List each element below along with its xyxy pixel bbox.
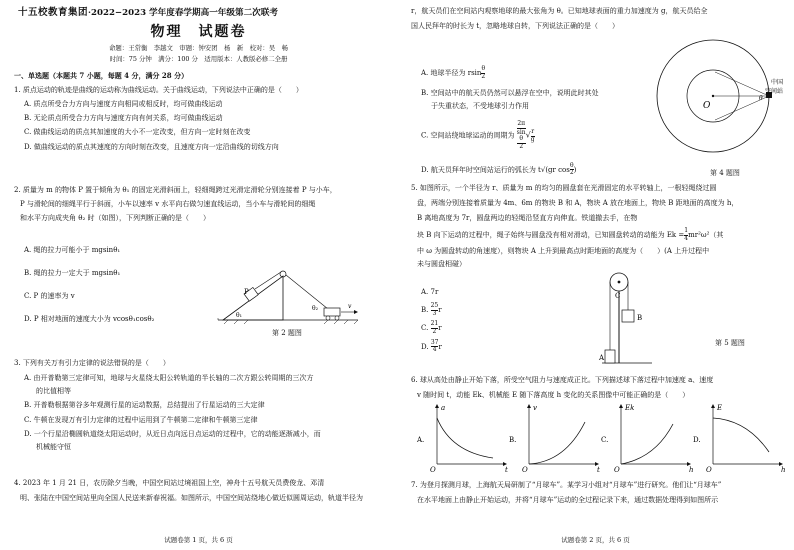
- q6-curve-a: [437, 418, 493, 458]
- q4-continued: [411, 6, 708, 31]
- q5-figure-caption: 第 5 题图: [715, 339, 745, 347]
- q4-fig-label-station: 空间站: [765, 88, 784, 95]
- q5-fig-label-b: B: [637, 314, 643, 322]
- section-1: [14, 71, 386, 81]
- q5-options: [421, 287, 521, 354]
- q4-option-d: D. 航天员拜年时空间站运行的弧长为 t√(gr cos $\frac{\theta}{2}$ ): [421, 161, 577, 177]
- q2-option-a: A. 绳的拉力可能小于 mgsinθ₁: [24, 246, 121, 254]
- q2-fig-label-theta2: θ₂: [312, 305, 319, 312]
- q7-stem-1: 7. 为登月探测月球，上海航天局研制了“月球车”。某学习小组对“月球车”进行研究。他们让“月球车”: [411, 481, 722, 489]
- q6-graph-c: [601, 404, 694, 474]
- page-2: [397, 0, 794, 550]
- question-1: [14, 85, 386, 152]
- q2-stem-3: 和水平方向成夹角 θ₂ 时（如图），下列判断正确的是（ ）: [20, 214, 210, 223]
- exam-title: 十五校教育集团·2022−2023 学年度春学期高一年级第二次联考: [18, 7, 278, 18]
- q6-origin-label: O: [706, 466, 712, 474]
- q4-stem-2: 明、张陆在中国空间站里向全国人民送来新春祝福。如图所示，中国空间站绕地心做近似圆周运动，轨道半径为: [20, 494, 363, 503]
- q6-y-axis-label: v: [533, 404, 537, 412]
- q4-figure: [647, 36, 787, 161]
- q5-option-c: C. $\frac{21}{2}$ r: [421, 320, 442, 335]
- q4-option-b: B. 空间站中的航天员仍然可以悬浮在空中，说明此时其处: [421, 89, 599, 98]
- q4-fig-label-cn: 中国: [771, 79, 784, 86]
- q1-option-a: A. 质点所受合力方向与速度方向相同或相反时，均可做曲线运动: [24, 100, 223, 109]
- q6-x-axis-label: h: [781, 466, 786, 474]
- q6-option-label: D.: [693, 436, 701, 444]
- question-6: [411, 375, 783, 400]
- q5-fig-label-c: C: [615, 292, 621, 300]
- q4-option-c: C. 空间站绕地球运动的周期为 2π sin θ 2 √ $\frac{r}{g}$: [421, 120, 535, 151]
- q5-stem-1: 5. 如图所示，一个半径为 r、质量为 m 的均匀的圆盘套在光滑固定的水平转轴上，一根轻绳绕过圆: [411, 184, 717, 192]
- q5-stem-4: 块 B 向下运动的过程中，绳子始终与圆盘没有相对滑动，已知圆盘转动的动能为 Ek = $\frac{1}{4}$ mr²ω²（其: [417, 227, 724, 243]
- q6-curve-c: [621, 424, 673, 464]
- q3-stem: 3. 下列有关万有引力定律的说法错误的是（ ）: [14, 359, 170, 367]
- q5-stem-2: 盘，两端分别连接着质量为 4m、6m 的物块 B 和 A，物块 A 放在地面上，物块 B 距地面的高度为 h，: [417, 199, 739, 208]
- q5-option-b: B. $\frac{25}{3}$ r: [421, 302, 442, 317]
- q3-option-d-cont: 机械能守恒: [36, 442, 71, 451]
- q5-option-d: D. $\frac{37}{4}$ r: [421, 338, 442, 354]
- q3-option-a-cont: 的比值相等: [36, 387, 71, 396]
- q4-fig-label-theta: θ: [759, 95, 763, 102]
- q2-stem-2: P 与滑轮间的细绳平行于斜面，小车以速率 v 水平向右做匀速直线运动，当小车与滑轮间的细绳: [20, 200, 316, 209]
- q5-stem-3: B 离地高度为 7r，圆盘两边的轻绳沿竖直方向伸直。铁道撤去手，在物: [417, 214, 638, 223]
- q2-options: [24, 245, 204, 325]
- q4-figure-caption: 第 4 题图: [710, 169, 740, 177]
- footer-page-1: 试题卷第 1 页，共 6 页: [164, 536, 233, 544]
- q2-stem-1: 2. 质量为 m 的物体 P 置于倾角为 θ₁ 的固定光滑斜面上，轻细绳跨过光滑定滑轮分别连接着 P 与小车，: [14, 186, 337, 194]
- q6-graph-d: [693, 404, 786, 474]
- q4-option-a: A. 地球半径为 rsin $\frac{\theta}{2}$: [421, 65, 486, 80]
- q4-options: [421, 66, 641, 177]
- q2-option-b: B. 绳的拉力一定大于 mgsinθ₁: [24, 269, 121, 278]
- q1-option-d: D. 做曲线运动的质点其速度的方向时刻在改变，且速度方向一定沿曲线的切线方向: [24, 142, 279, 151]
- q4-stem-4: 国人民拜年的时长为 t，忽略地球自转，下列说法正确的是（ ）: [411, 22, 620, 31]
- q6-x-axis-label: t: [597, 466, 600, 474]
- q3-option-a: A. 由开普勒第三定律可知，地球与火星绕太阳公转轨道的半长轴的二次方跟公转周期的三次方: [24, 374, 314, 383]
- section-heading: 一、单选题（本题共 7 小题，每题 4 分，满分 28 分）: [14, 71, 189, 80]
- question-2: [14, 185, 386, 223]
- q6-stem-2: v 随时间 t，动能 Ek、机械能 E 随下落高度 h 变化的关系图像中可能正确的是（ ）: [417, 391, 690, 400]
- q3-option-c: C. 牛顿在发现万有引力定律的过程中运用到了牛顿第二定律和牛顿第三定律: [24, 415, 258, 424]
- q3-option-d: D. 一个行星沿椭圆轨道绕太阳运动时，从近日点向远日点运动的过程中，它的动能逐渐减小，而: [24, 429, 321, 438]
- q6-y-axis-label: E: [717, 404, 723, 412]
- q6-x-axis-label: t: [505, 466, 508, 474]
- q5-stem-5: 中 ω 为圆盘转动的角速度），则物块 A 上升到最高点时距地面的高度为（ ）(A 上升过程中: [417, 246, 710, 255]
- q4-option-b-cont: 于失重状态，不受地球引力作用: [431, 102, 529, 111]
- footer-page-2: 试题卷第 2 页，共 6 页: [561, 536, 630, 544]
- question-3: [14, 358, 386, 452]
- q6-graphs: [415, 404, 785, 474]
- q4-stem-1: 4. 2023 年 1 月 21 日，农历除夕当晚，中国空间站过境祖国上空，神舟十五号航天员费俊龙、邓清: [14, 479, 325, 487]
- q6-origin-label: O: [430, 466, 436, 474]
- q2-option-d: D. P 相对地面的速度大小为 vcosθ₁cosθ₂: [24, 315, 155, 324]
- brand-logo-text: 十五校教育集团: [18, 7, 89, 18]
- info-line: 时间：75 分钟 满分：100 分 适用版本：人教版必修二全册: [109, 55, 288, 63]
- q4-stem-3: r，航天员们在空间站内观察地球的最大张角为 θ。已知地球表面的重力加速度为 g，航天员给全: [411, 7, 708, 15]
- q6-option-label: C.: [601, 436, 609, 444]
- subject-title: 物理 试题卷: [150, 24, 247, 40]
- q6-graph-b: [509, 404, 600, 474]
- q3-option-b: B. 开普勒根据第谷多年观测行星的运动数据，总结提出了行星运动的三大定律: [24, 401, 265, 410]
- q2-fig-label-p: P: [244, 288, 249, 296]
- q6-x-axis-label: h: [689, 466, 694, 474]
- question-4: [14, 478, 386, 503]
- q2-option-c: C. P 的速率为 v: [24, 292, 75, 301]
- authors-line: 命题：王常衡 李越文 审题：钟安团 杨 新 校对：吴 畅: [109, 44, 288, 52]
- q2-fig-label-theta1: θ₁: [236, 312, 243, 319]
- exam-title-text: 2022−2023 学年度春学期高一年级第二次联考: [91, 8, 278, 18]
- q5-figure: [597, 268, 657, 368]
- q1-stem: 1. 质点运动的轨迹是曲线的运动称为曲线运动。关于曲线运动，下列说法中正确的是（ ）: [14, 86, 303, 94]
- q6-curve-b: [529, 422, 585, 464]
- q6-origin-label: O: [522, 466, 528, 474]
- q6-origin-label: O: [614, 466, 620, 474]
- q2-figure: [208, 258, 368, 328]
- q6-option-label: A.: [417, 436, 425, 444]
- question-5: [411, 183, 783, 269]
- q6-graph-a: [416, 404, 508, 474]
- q2-figure-caption: 第 2 题图: [272, 329, 302, 337]
- q5-stem-6: 未与圆盘相碰）: [417, 259, 466, 268]
- q4-fig-label-o: O: [703, 101, 711, 111]
- q1-option-c: C. 做曲线运动的质点其加速度的大小不一定改变，但方向一定时刻在改变: [24, 128, 251, 137]
- question-7: [411, 480, 783, 505]
- q6-curve-d: [713, 418, 769, 452]
- q6-y-axis-label: Ek: [625, 404, 635, 412]
- q6-stem-1: 6. 球从高处由静止开始下落，所受空气阻力与速度成正比。下列描述球下落过程中加速度 a、速度: [411, 376, 714, 384]
- q7-stem-2: 在水平地面上由静止开始运动，并将“月球车”运动的全过程记录下来，通过数据处理得到如图所示: [417, 496, 719, 505]
- q2-fig-label-v: v: [348, 303, 352, 310]
- q6-option-label: B.: [509, 436, 517, 444]
- q5-option-a: A. 7r: [421, 288, 439, 296]
- q1-option-b: B. 无论质点所受合力方向与速度方向有何关系，均可做曲线运动: [24, 114, 223, 123]
- q6-y-axis-label: a: [441, 404, 446, 412]
- q5-fig-label-a: A: [599, 354, 605, 362]
